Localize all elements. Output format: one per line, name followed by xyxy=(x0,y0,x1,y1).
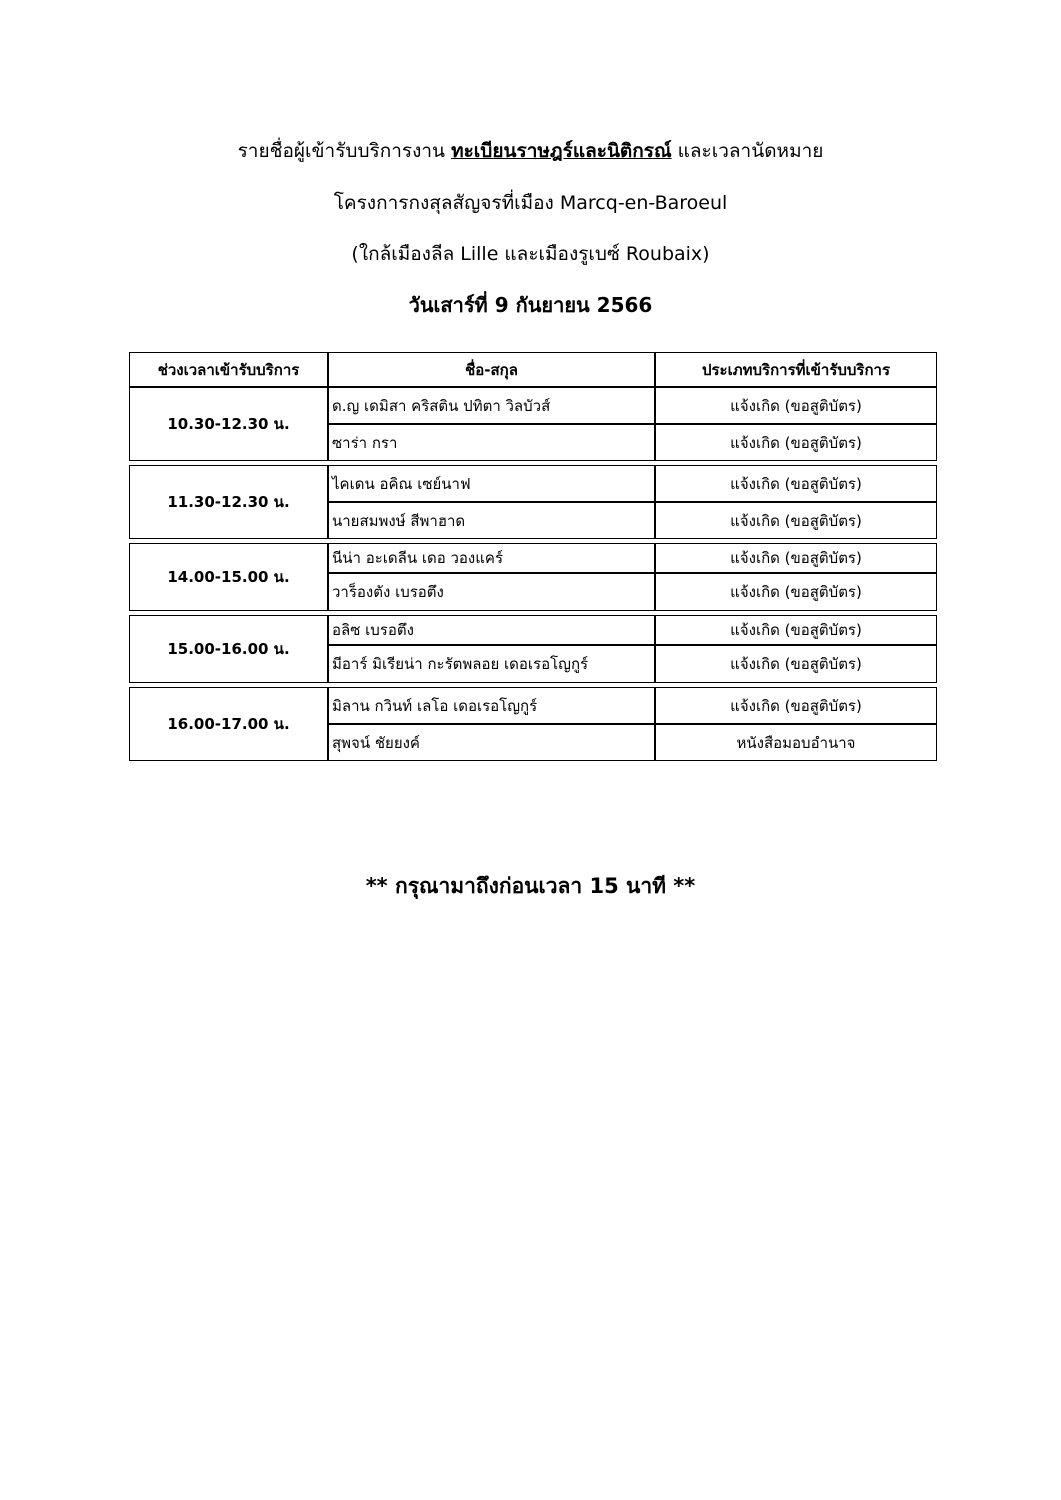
time-slot: 11.30-12.30 น. xyxy=(129,465,328,539)
heading-line-2: โครงการกงสุลสัญจรที่เมือง Marcq-en-Baroeul xyxy=(333,192,728,214)
service-cell: แจ้งเกิด (ขอสูติบัตร) xyxy=(655,543,937,573)
table-group xyxy=(129,543,937,611)
service-cell: แจ้งเกิด (ขอสูติบัตร) xyxy=(655,424,937,461)
table-row xyxy=(328,645,937,683)
name-cell: มิลาน กวินท์ เลโอ เดอเรอโญกูร์ xyxy=(328,687,655,724)
service-cell: แจ้งเกิด (ขอสูติบัตร) xyxy=(655,573,937,611)
service-cell: แจ้งเกิด (ขอสูติบัตร) xyxy=(655,387,937,424)
table-group xyxy=(129,387,937,461)
table-row xyxy=(328,724,937,761)
table-group xyxy=(129,615,937,683)
service-cell: แจ้งเกิด (ขอสูติบัตร) xyxy=(655,645,937,683)
name-cell: ซาร่า กรา xyxy=(328,424,655,461)
time-slot: 10.30-12.30 น. xyxy=(129,387,328,461)
service-cell: หนังสือมอบอำนาจ xyxy=(655,724,937,761)
table-row xyxy=(328,465,937,502)
table-row xyxy=(328,543,937,573)
time-slot: 14.00-15.00 น. xyxy=(129,543,328,611)
table-group xyxy=(129,687,937,761)
heading-line-3: (ใกล้เมืองลีล Lille และเมืองรูเบซ์ Roubaix) xyxy=(351,243,710,265)
table-row xyxy=(328,502,937,539)
name-cell: วาร็องตัง เบรอตึง xyxy=(328,573,655,611)
name-cell: มีอาร์ มิเรียน่า กะรัตพลอย เดอเรอโญกูร์ xyxy=(328,645,655,683)
table-row xyxy=(328,573,937,611)
time-slot: 16.00-17.00 น. xyxy=(129,687,328,761)
service-cell: แจ้งเกิด (ขอสูติบัตร) xyxy=(655,687,937,724)
name-cell: นีน่า อะเดลีน เดอ วองแคร์ xyxy=(328,543,655,573)
heading-section-name: ทะเบียนราษฎร์และนิติกรณ์ xyxy=(451,140,672,162)
table-row xyxy=(328,424,937,461)
header-service: ประเภทบริการที่เข้ารับบริการ xyxy=(655,352,937,387)
heading-line-1-post: และเวลานัดหมาย xyxy=(671,140,824,162)
heading-line-1-pre: รายชื่อผู้เข้ารับบริการงาน xyxy=(237,140,452,162)
table-group xyxy=(129,465,937,539)
service-cell: แจ้งเกิด (ขอสูติบัตร) xyxy=(655,615,937,645)
header-name: ชื่อ-สกุล xyxy=(328,352,655,387)
table-header-row xyxy=(129,352,937,387)
name-cell: ด.ญ เดมิสา คริสติน ปทิตา วิลบัวส์ xyxy=(328,387,655,424)
arrival-note: ** กรุณามาถึงก่อนเวลา 15 นาที ** xyxy=(365,874,696,898)
heading-line-1 xyxy=(0,136,1061,166)
name-cell: นายสมพงษ์ สีพาฮาด xyxy=(328,502,655,539)
time-slot: 15.00-16.00 น. xyxy=(129,615,328,683)
service-cell: แจ้งเกิด (ขอสูติบัตร) xyxy=(655,502,937,539)
table-row xyxy=(328,615,937,645)
service-cell: แจ้งเกิด (ขอสูติบัตร) xyxy=(655,465,937,502)
header-time: ช่วงเวลาเข้ารับบริการ xyxy=(129,352,328,387)
name-cell: อลิซ เบรอตึง xyxy=(328,615,655,645)
name-cell: สุพจน์ ชัยยงค์ xyxy=(328,724,655,761)
table-row xyxy=(328,687,937,724)
table-row xyxy=(328,387,937,424)
name-cell: ไคเดน อคิณ เซย์นาฟ xyxy=(328,465,655,502)
heading-date: วันเสาร์ที่ 9 กันยายน 2566 xyxy=(408,293,653,317)
appointment-table xyxy=(129,352,937,761)
